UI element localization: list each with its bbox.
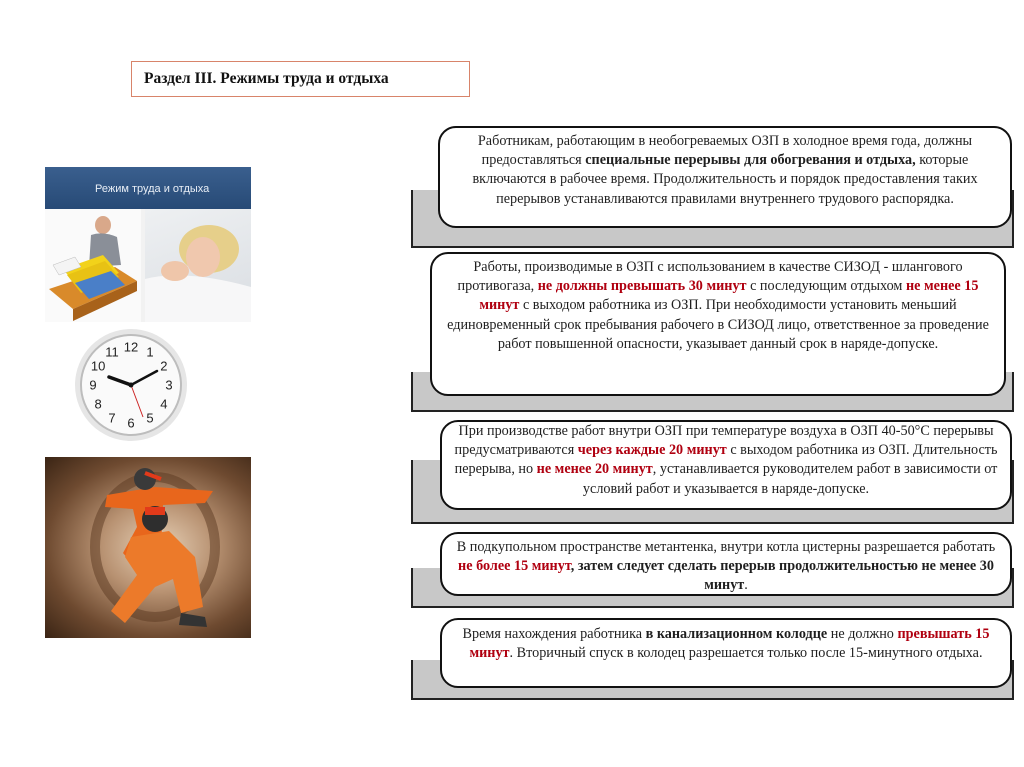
card-text-segment: При производстве работ внутри ОЗП при температуре воздуха в ОЗП 40-50°С перерывы предусматриваются (454, 423, 994, 459)
clock-number: 8 (94, 396, 102, 412)
clock-number: 4 (160, 396, 168, 412)
clock-number: 5 (146, 410, 154, 426)
section-title: Раздел III. Режимы труда и отдыха (131, 61, 470, 97)
workers-in-tank-photo (45, 457, 251, 638)
clock-number: 12 (123, 339, 139, 355)
card-text-segment: Работы, производимые в ОЗП с использованием в качестве СИЗОД - шлангового противогаза, (457, 259, 963, 295)
clock-number: 9 (89, 377, 97, 393)
card-text-segment: которые включаются в рабочее время. Продолжительность и порядок предоставления таких перерывов устанавливаются правилами внутреннего трудового распорядка. (472, 152, 978, 207)
card-text-segment: с выходом работника из ОЗП. При необходимости установить меньший единовременный срок пребывания рабочего в СИЗОД лицо, ответственное за проведение работ повышенной опасности, указывает данный срок в наряде-допуске. (447, 297, 989, 352)
sleeping-woman-scene (145, 209, 251, 322)
clock-number: 11 (105, 344, 119, 360)
clock-number: 10 (90, 358, 106, 374)
card-text-segment: . Вторичный спуск в колодец разрешается только после 15-минутного отдыха. (509, 645, 983, 662)
card-high-temperature-breaks (440, 420, 1012, 510)
card-hose-gas-mask-limit (430, 252, 1006, 396)
image-banner-text: Режим труда и отдыха (95, 183, 210, 195)
office-worker-scene (45, 209, 141, 322)
card-text-segment: не менее 15 минут (479, 278, 979, 314)
clock-number: 1 (146, 344, 154, 360)
card-text-segment: Работникам, работающим в необогреваемых ОЗП в холодное время года, должны предоставляться (477, 133, 973, 169)
clock-number: 7 (108, 410, 116, 426)
clock-number: 2 (160, 358, 168, 374)
card-text-segment: с последующим отдыхом (746, 278, 906, 295)
clock-number: 6 (127, 415, 135, 431)
card-methane-tank-limit (440, 532, 1012, 596)
card-text-segment: специальные перерывы для обогревания и отдыха, (585, 152, 916, 169)
card-text-segment: в канализационном колодце (645, 626, 828, 642)
card-text-segment: не более 15 минут (458, 558, 571, 575)
card-sewer-well-limit (440, 618, 1012, 688)
card-text-segment: превышать 15 минут (469, 626, 990, 662)
card-heating-breaks (438, 126, 1012, 228)
card-text-segment: не должно (827, 626, 898, 642)
card-text-segment: В подкупольном пространстве метантенка, внутри котла цистерны разрешается работать (456, 539, 996, 555)
wall-clock-image (65, 327, 201, 447)
card-text-segment: через каждые 20 минут (577, 442, 727, 459)
card-text-segment: , устанавливается руководителем работ в зависимости от условий работ и указывается в наряде-допуске. (582, 461, 998, 497)
card-text-segment: не должны превышать 30 минут (537, 278, 747, 295)
work-rest-illustration (45, 167, 251, 322)
clock-number: 3 (165, 377, 173, 393)
card-text-segment: . (744, 577, 748, 594)
card-text-segment: с выходом работника из ОЗП. Длительность перерыва, но (454, 442, 998, 478)
card-text-segment: , затем следует сделать перерыв продолжительностью не менее 30 минут (570, 558, 994, 594)
card-text-segment: Время нахождения работника (462, 626, 646, 642)
card-text-segment: не менее 20 минут (536, 461, 653, 478)
